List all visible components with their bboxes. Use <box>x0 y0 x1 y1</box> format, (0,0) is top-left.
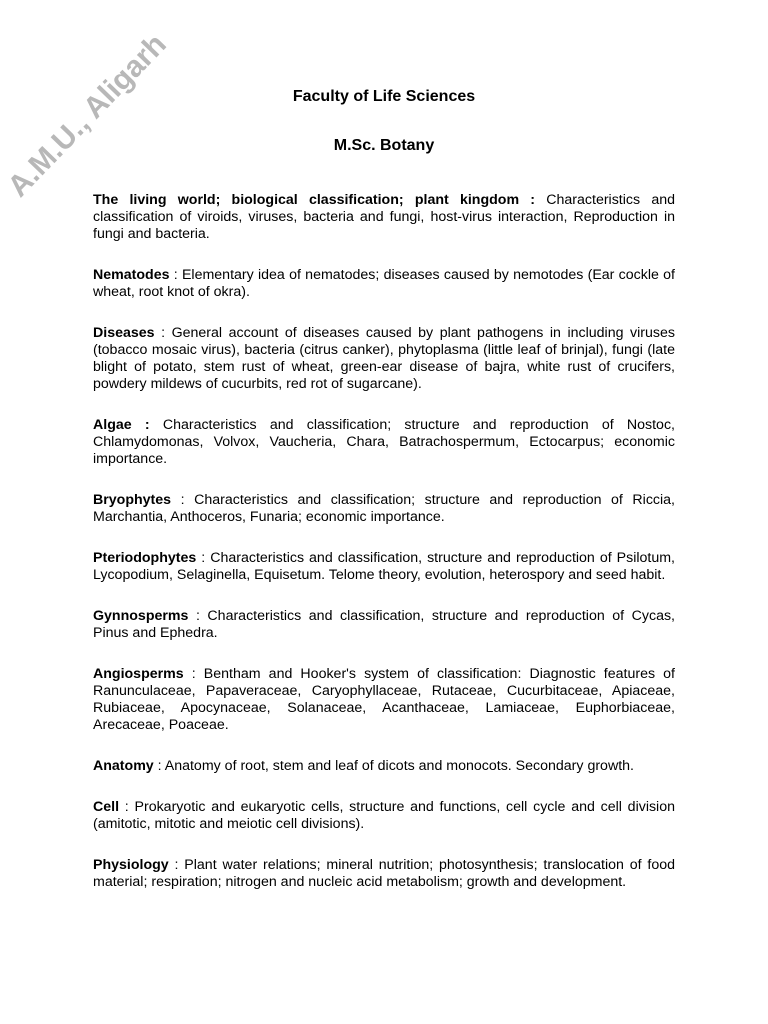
section-text: Characteristics and classification of viroids, viruses, bacteria and fungi, host-virus interaction, Reproduction in fungi and bacteria. <box>93 192 675 242</box>
section-heading: Cell <box>93 799 120 815</box>
section-text: : Characteristics and classification, structure and reproduction of Psilotum, Lycopodium, Selaginella, Equisetum. Telome theory, evolution, heterospory and seed habit. <box>93 550 675 583</box>
section-heading: Physiology <box>93 857 169 873</box>
section-heading: Diseases <box>93 325 155 341</box>
section-heading: Angiosperms <box>93 666 184 682</box>
section-text: : Characteristics and classification; structure and reproduction of Riccia, Marchantia, Anthoceros, Funaria; economic importance. <box>93 492 675 525</box>
section-heading: Algae : <box>93 417 150 433</box>
section-anatomy <box>93 758 675 775</box>
section-angiosperms <box>93 666 675 734</box>
section-text: : General account of diseases caused by plant pathogens in including viruses (tobacco mosaic virus), bacteria (citrus canker), phytoplasma (little leaf of brinjal), fungi (late blight of potato, stem rust of wheat, green-ear disease of bajra, white rust of crucifers, powdery mildews of cucurbits, red rot of sugarcane). <box>93 325 675 392</box>
section-text: : Prokaryotic and eukaryotic cells, structure and functions, cell cycle and cell division (amitotic, mitotic and meiotic cell divisions). <box>93 799 675 832</box>
section-pteriodophytes <box>93 550 675 584</box>
course-title: M.Sc. Botany <box>333 137 435 154</box>
faculty-title: Faculty of Life Sciences <box>292 88 476 105</box>
watermark: A.M.U., Aligarh <box>1 27 173 204</box>
section-text: : Bentham and Hooker's system of classification: Diagnostic features of Ranunculaceae, Papaveraceae, Caryophyllaceae, Rutaceae, Cucurbitaceae, Apiaceae, Rubiaceae, Apocynaceae, Solanaceae, Acanthaceae, Lamiaceae, Euphorbiaceae, Arecaceae, Poaceae. <box>93 666 675 733</box>
section-gymnosperms <box>93 608 675 642</box>
section-nematodes <box>93 267 675 301</box>
section-text: Characteristics and classification; structure and reproduction of Nostoc, Chlamydomonas, Volvox, Vaucheria, Chara, Batrachospermum, Ectocarpus; economic importance. <box>93 417 675 467</box>
syllabus-content <box>93 192 675 915</box>
section-diseases <box>93 325 675 393</box>
section-text: : Anatomy of root, stem and leaf of dicots and monocots. Secondary growth. <box>153 758 634 774</box>
section-text: : Characteristics and classification, structure and reproduction of Cycas, Pinus and Ephedra. <box>93 608 675 641</box>
section-algae <box>93 417 675 468</box>
section-bryophytes <box>93 492 675 526</box>
section-living-world <box>93 192 675 243</box>
section-cell <box>93 799 675 833</box>
section-text: : Plant water relations; mineral nutrition; photosynthesis; translocation of food material; respiration; nitrogen and nucleic acid metabolism; growth and development. <box>93 857 675 890</box>
section-heading: Nematodes <box>93 267 170 283</box>
section-heading: The living world; biological classification; plant kingdom : <box>93 192 536 208</box>
section-heading: Pteriodophytes <box>93 550 197 566</box>
section-physiology <box>93 857 675 891</box>
section-heading: Bryophytes <box>93 492 172 508</box>
section-text: : Elementary idea of nematodes; diseases caused by nemotodes (Ear cockle of wheat, root knot of okra). <box>93 267 675 300</box>
section-heading: Anatomy <box>93 758 154 774</box>
section-heading: Gynnosperms <box>93 608 189 624</box>
